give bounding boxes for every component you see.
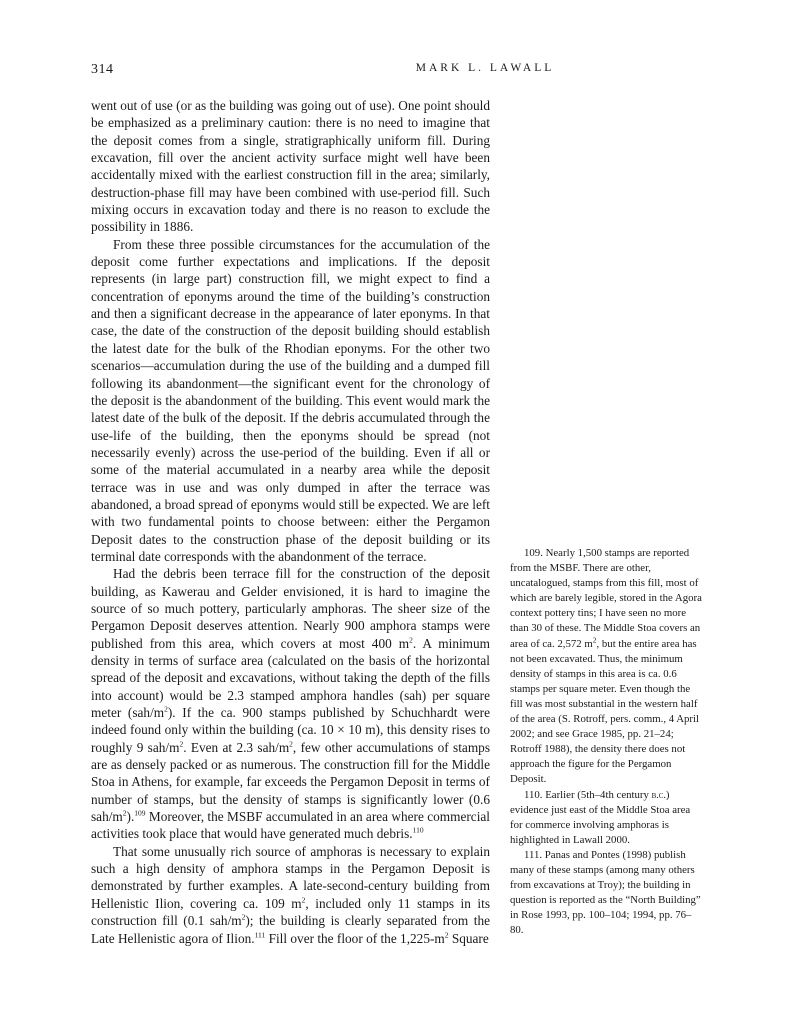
text-run: ). If the ca. 900 stamps published by Schuchhardt were indeed found only within the building (ca. 10 × 10 m), this density rises to roughly 9 sah/m [91, 705, 490, 755]
text-run: ); the building is clearly separated from the Late Hellenistic agora of Ilion. [91, 913, 490, 946]
superscript: 2 [241, 912, 246, 922]
paragraph-3 [91, 565, 490, 843]
paragraph-4 [91, 843, 490, 947]
superscript: 2 [289, 739, 293, 749]
text-run: Square [448, 930, 489, 946]
text-run: 109. Nearly 1,500 stamps are reported from the MSBF. There are other, uncatalogued, stamps from this fill, most of which are barely legible, stored in the Agora context pottery tins; I have seen no more than 30 of these. The Middle Stoa covers an area of ca. 2,572 m [510, 547, 702, 650]
text-run: Had the debris been terrace fill for the construction of the deposit building, as Kawerau and Gelder envisioned, it is hard to imagine the source of so much pottery, particularly amphoras. The sheer size of the Pergamon Deposit deserves attention. Nearly 900 amphora stamps were published from this area, which covers at most 400 m [91, 566, 490, 651]
superscript: 2 [179, 739, 184, 749]
text-run: ) evidence just east of the Middle Stoa area for commerce involving amphoras is highlighted in Lawall 2000. [510, 788, 691, 846]
superscript: 2 [444, 930, 449, 940]
page-number: 314 [91, 62, 114, 77]
text-run: That some unusually rich source of amphoras is necessary to explain such a high density of amphora stamps in the Pergamon Deposit is demonstrated by further examples. A late-second-century building from Hellenistic Ilion, covering ca. 109 m [91, 843, 490, 911]
text-run: Moreover, the MSBF accumulated in an area where commercial activities took place that would have generated much debris. [91, 809, 490, 842]
text-run: , included only 11 stamps in its construction fill (0.1 sah/m [91, 895, 491, 929]
footnote-109 [510, 546, 704, 788]
text-run: 110. Earlier (5th–4th century [524, 788, 652, 801]
text-run: . A minimum density in terms of surface area (calculated on the basis of the horizontal spread of the deposit and excavations, without taking the depth of the fills into account) would be 2.3 stamped amphora handles (sah) per square meter (sah/m [91, 635, 490, 721]
running-header-author: MARK L. LAWALL [415, 62, 555, 74]
text-run: Fill over the floor of the 1,225-m [265, 930, 445, 946]
footnote-110 [510, 788, 704, 848]
footnote-ref-110[interactable]: 110 [412, 826, 424, 836]
superscript: 2 [409, 635, 413, 645]
footnote-column [510, 546, 704, 938]
footnote-ref-109[interactable]: 109 [134, 808, 146, 818]
text-run: ). [126, 809, 135, 825]
footnote-111: 111. Panas and Pontes (1998) publish many of these stamps (among many others from excavations at Troy); the building in question is reported as the “North Building” in Rose 1993, pp. 100–104; 1994, pp. 76–80. [510, 848, 701, 937]
era-abbreviation: b.c. [651, 789, 666, 801]
text-run: , but the entire area has not been excavated. Thus, the minimum density of stamps in this area is ca. 0.6 stamps per square meter. Even though the fill was most substantial in the western half of the area (S. Rotroff, pers. comm., 4 April 2002; and see Grace 1985, pp. 21–24; Rotroff 1988), the density there does not approach the figure for the Pergamon Deposit. [510, 637, 700, 786]
superscript: 2 [301, 895, 306, 905]
text-run: . Even at 2.3 sah/m [183, 739, 290, 755]
superscript: 2 [592, 634, 597, 644]
superscript: 2 [122, 808, 127, 818]
paragraph-2: From these three possible circumstances for the accumulation of the deposit come further expectations and implications. If the deposit represents (in large part) construction fill, we might expect to find a concentration of eponyms around the time of the building’s construction and then a significant decrease in the appearance of later eponyms. In that case, the date of the construction of the deposit building should establish the latest date for the bulk of the Rhodian eponyms. For the other two scenarios—accumulation during the use of the building and a dumped fill following its abandonment—the significant event for the chronology of the deposit is the abandonment of the building. This event would mark the latest date of the bulk of the deposit. If the debris accumulated through the use-life of the building, then the eponyms should be spread (not necessarily evenly) across the use-period of the building. Even if all or some of the material accumulated in a nearby area while the deposit terrace was in use and was only dumped in after the terrace was abandoned, a broad spread of eponyms would still be expected. We are left with two fundamental points to choose between: either the Pergamon Deposit dates to the construction phase of the deposit building or its terminal date corresponds with the abandonment of the terrace. [91, 236, 490, 564]
text-run: , few other accumulations of stamps are as densely packed or as numerous. The construction fill for the Middle Stoa in Athens, for example, far exceeds the Pergamon Deposit in terms of number of stamps, but the density of stamps is significantly lower (0.6 sah/m [91, 739, 490, 825]
superscript: 2 [164, 704, 168, 714]
paragraph-1: went out of use (or as the building was going out of use). One point should be emphasized as a preliminary caution: there is no need to imagine that the deposit comes from a single, stratigraphically uniform fill. During excavation, fill over the ancient activity surface might well have been accidentally mixed with the earliest construction fill in the area; similarly, destruction-phase fill may have been combined with use-period fill. Such mixing occurs in excavation today and there is no reason to exclude the possibility in 1886. [91, 98, 490, 235]
main-text-column [91, 97, 490, 947]
footnote-ref-111[interactable]: 111 [254, 930, 266, 940]
